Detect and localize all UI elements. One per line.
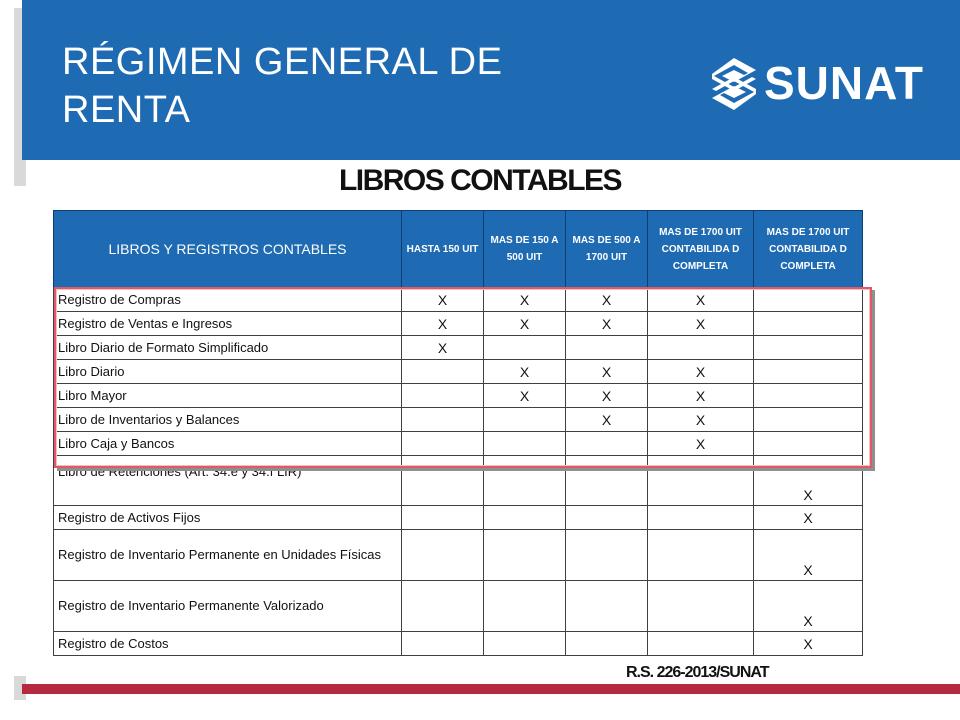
cell-col-1 [402,506,484,530]
cell-col-5 [754,336,863,360]
cell-col-1: X [402,336,484,360]
header-books-registers: LIBROS Y REGISTROS CONTABLES [54,211,402,288]
cell-col-4: X [648,432,754,456]
cell-col-4 [648,632,754,656]
cell-col-1 [402,456,484,506]
table-row [54,506,863,530]
row-label: Registro de Activos Fijos [54,506,402,530]
table-row [54,581,863,632]
row-label: Libro Diario [54,360,402,384]
cell-col-2 [484,530,566,581]
cell-col-4: X [648,408,754,432]
cell-col-4: X [648,360,754,384]
row-label: Registro de Ventas e Ingresos [54,312,402,336]
row-label: Libro de Retenciones (Art. 34.e y 34.f LIR) [54,456,402,506]
cell-col-5 [754,312,863,336]
cell-col-5 [754,288,863,312]
table-row [54,360,863,384]
cell-col-3 [566,336,648,360]
cell-col-2 [484,456,566,506]
cell-col-3 [566,432,648,456]
cell-col-2: X [484,288,566,312]
row-label: Registro de Costos [54,632,402,656]
header-col-4: MAS DE 1700 UIT CONTABILIDA D COMPLETA [648,211,754,288]
header-col-2: MAS DE 150 A 500 UIT [484,211,566,288]
row-label: Registro de Inventario Permanente en Unidades Físicas [54,530,402,581]
cell-col-3 [566,581,648,632]
cell-col-4 [648,581,754,632]
cell-col-4 [648,530,754,581]
header-col-3: MAS DE 500 A 1700 UIT [566,211,648,288]
sunat-s-logo-icon [708,56,760,112]
slide-title-line-2: RENTA [62,89,191,131]
table-row [54,288,863,312]
logo-text: SUNAT [764,57,925,109]
cell-col-3 [566,632,648,656]
row-label: Libro Mayor [54,384,402,408]
cell-col-4: X [648,384,754,408]
table-row [54,312,863,336]
row-label: Libro Caja y Bancos [54,432,402,456]
cell-col-4: X [648,288,754,312]
cell-col-3 [566,506,648,530]
row-label: Registro de Inventario Permanente Valorizado [54,581,402,632]
cell-col-1 [402,432,484,456]
cell-col-2 [484,632,566,656]
cell-col-2 [484,432,566,456]
cell-col-2 [484,581,566,632]
cell-col-1 [402,360,484,384]
cell-col-1 [402,581,484,632]
cell-col-5 [754,360,863,384]
table-row [54,384,863,408]
cell-col-3: X [566,408,648,432]
cell-col-1 [402,408,484,432]
cell-col-3 [566,456,648,506]
cell-col-1: X [402,288,484,312]
cell-col-5: X [754,456,863,506]
cell-col-5: X [754,530,863,581]
cell-col-4 [648,456,754,506]
cell-col-3: X [566,384,648,408]
document-title: LIBROS CONTABLES [338,164,622,197]
cell-col-2: X [484,384,566,408]
table-header-row [54,211,863,288]
cell-col-2 [484,506,566,530]
cell-col-5 [754,384,863,408]
cell-col-1 [402,632,484,656]
slide-title-line-1: RÉGIMEN GENERAL DE [62,41,503,83]
table-row [54,632,863,656]
cell-col-5 [754,408,863,432]
cell-col-4 [648,336,754,360]
footer-bar [22,684,960,694]
table-row [54,456,863,506]
cell-col-5: X [754,506,863,530]
table-row [54,336,863,360]
row-label: Registro de Compras [54,288,402,312]
row-label: Libro Diario de Formato Simplificado [54,336,402,360]
cell-col-2: X [484,360,566,384]
sunat-logo [688,52,946,114]
cell-col-5: X [754,632,863,656]
books-table [53,210,863,656]
header-col-1: HASTA 150 UIT [402,211,484,288]
cell-col-2 [484,408,566,432]
table-row [54,408,863,432]
cell-col-4: X [648,312,754,336]
header-banner [22,0,960,160]
cell-col-1: X [402,312,484,336]
table-row [54,530,863,581]
cell-col-3: X [566,288,648,312]
cell-col-4 [648,506,754,530]
cell-col-5: X [754,581,863,632]
cell-col-2 [484,336,566,360]
resolution-reference: R.S. 226-2013/SUNAT [626,664,769,681]
cell-col-5 [754,432,863,456]
cell-col-3: X [566,360,648,384]
cell-col-1 [402,530,484,581]
cell-col-1 [402,384,484,408]
header-col-5: MAS DE 1700 UIT CONTABILIDA D COMPLETA [754,211,863,288]
cell-col-2: X [484,312,566,336]
cell-col-3 [566,530,648,581]
slide-title [62,38,502,134]
table-row [54,432,863,456]
cell-col-3: X [566,312,648,336]
row-label: Libro de Inventarios y Balances [54,408,402,432]
